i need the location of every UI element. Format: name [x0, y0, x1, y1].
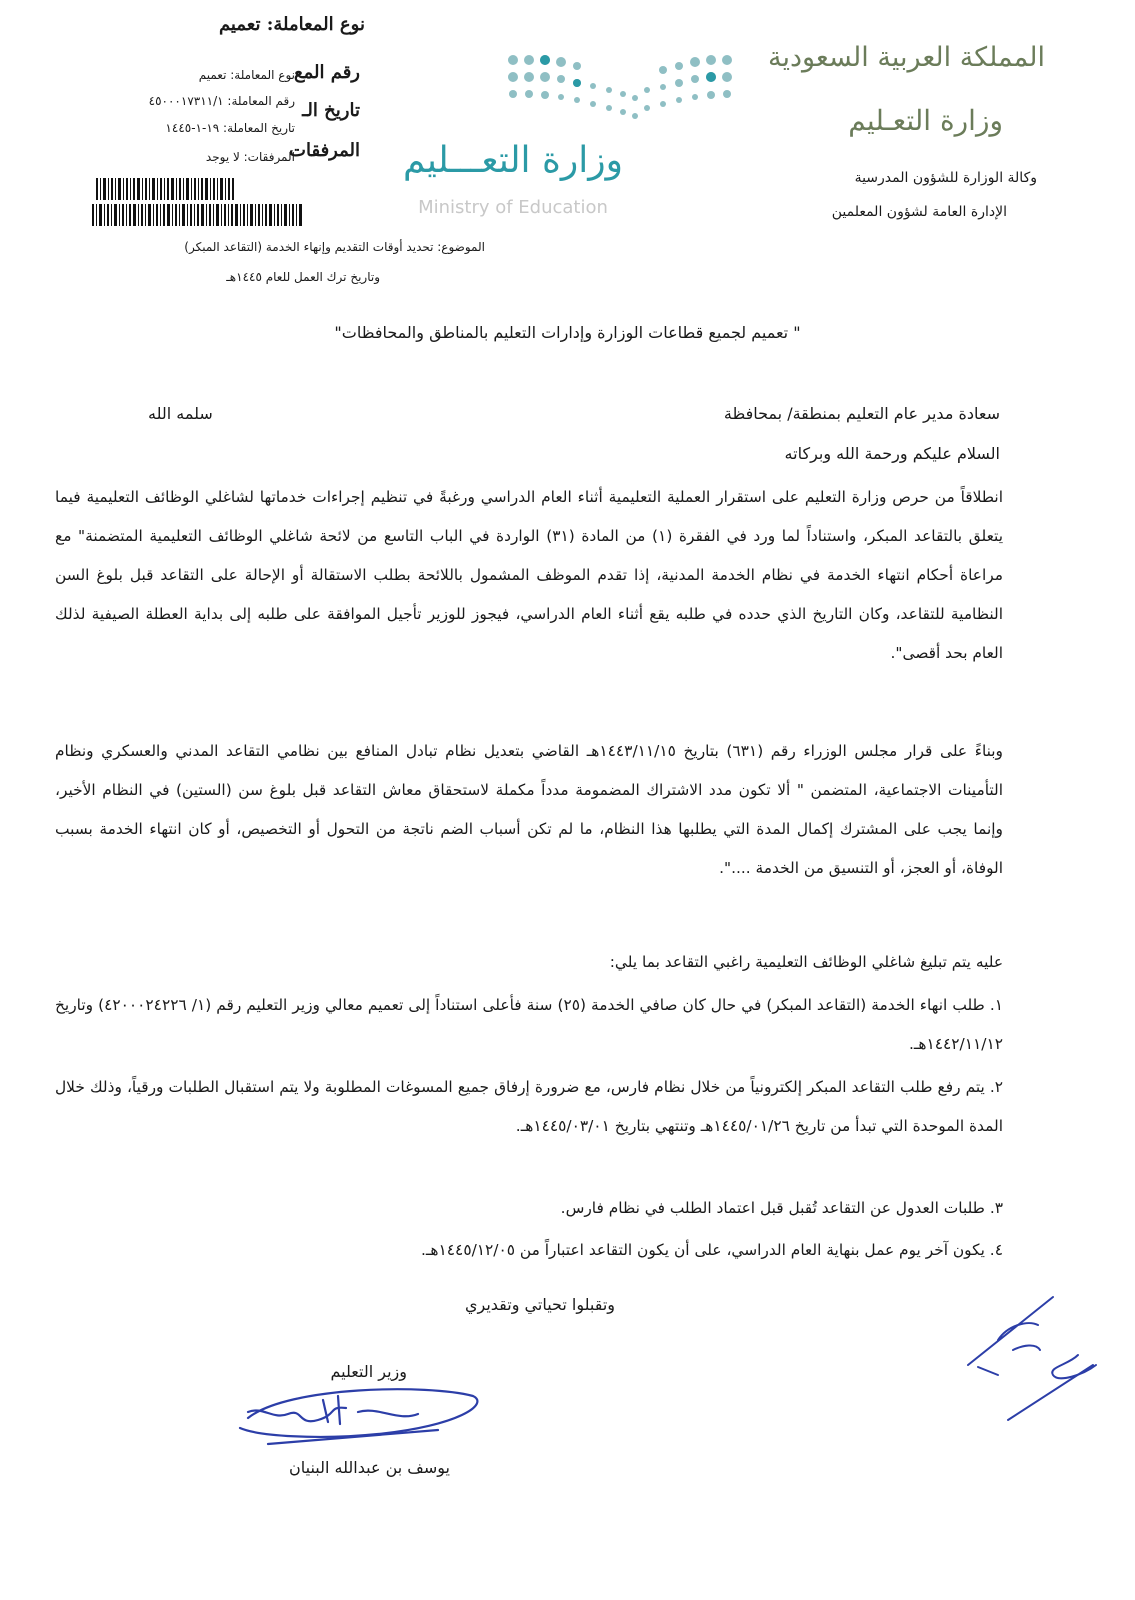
ministry-logo-dots	[505, 50, 735, 125]
transaction-attachments-label: المرفقات	[289, 140, 360, 161]
barcode	[92, 178, 304, 226]
list-item-2: ٢. يتم رفع طلب التقاعد المبكر إلكترونياً من خلال نظام فارس، مع ضرورة إرفاق جميع المسوغات المطلوبة ولا يتم استقبال الطلبات ورقياً، وذلك خلال المدة الموحدة التي تبدأ من تاريخ ١٤٤٥/٠١/٢٦هـ وتنتهي بتاريخ ١٤٤٥/٠٣/٠١هـ.	[55, 1078, 1003, 1135]
signatory-name: يوسف بن عبدالله البنيان	[289, 1458, 450, 1477]
list-item-4: ٤. يكون آخر يوم عمل بنهاية العام الدراسي، على أن يكون التقاعد اعتباراً من ١٤٤٥/١٢/٠٥هـ.	[420, 1241, 1003, 1259]
transaction-number-label: رقم المع	[293, 62, 360, 83]
list-item-3: ٣. طلبات العدول عن التقاعد تُقبل قبل اعتماد الطلب في نظام فارس.	[560, 1199, 1003, 1217]
subject-line: الموضوع: تحديد أوقات التقديم وإنهاء الخدمة (التقاعد المبكر)	[184, 240, 485, 254]
signatory-title: وزير التعليم	[330, 1362, 407, 1381]
transaction-date: تاريخ المعاملة: ١٩-١-١٤٤٥	[165, 121, 295, 135]
agency-name: وكالة الوزارة للشؤون المدرسية	[854, 170, 1037, 186]
transaction-type-small: نوع المعاملة: تعميم	[198, 68, 295, 82]
transaction-type-main: نوع المعاملة: تعميم	[218, 14, 365, 35]
signature-scribble	[228, 1378, 488, 1456]
transaction-attachments: المرفقات: لا يوجد	[205, 150, 295, 164]
salutation-end: سلمه الله	[148, 404, 213, 423]
closing-regards: وتقبلوا تحياتي وتقديري	[464, 1295, 615, 1314]
transaction-number: رقم المعاملة: ٤٥٠٠٠١٧٣١١/١	[148, 94, 295, 108]
directorate-name: الإدارة العامة لشؤون المعلمين	[831, 204, 1007, 220]
addressee: سعادة مدير عام التعليم بمنطقة/ بمحافظة	[723, 404, 1000, 423]
logo-english-wordmark: Ministry of Education	[418, 197, 608, 218]
instructions-intro: عليه يتم تبليغ شاغلي الوظائف التعليمية راغبي التقاعد بما يلي:	[609, 953, 1003, 971]
handwritten-initials	[958, 1295, 1108, 1425]
greeting: السلام عليكم ورحمة الله وبركاته	[784, 444, 1000, 463]
transaction-date-label: تاريخ الـ	[302, 100, 360, 121]
paragraph-1: انطلاقاً من حرص وزارة التعليم على استقرار العملية التعليمية أثناء العام الدراسي ورغبةً في تنظيم إجراءات خدماتها لشاغلي الوظائف التعليمية فيما يتعلق بالتقاعد المبكر، واستناداً لما ورد في الفقرة (١) من المادة (٣١) الواردة في الباب التاسع من لائحة شاغلي الوظائف التعليمية المتضمنة" مع مراعاة أحكام انتهاء الخدمة في نظام الخدمة المدنية، إذا تقدم الموظف المشمول باللائحة بطلب الاستقالة أو الإحالة على التقاعد قبل بلوغ السن النظامية للتقاعد، وكان التاريخ الذي حدده في طلبه يقع أثناء العام الدراسي، فيجوز للوزير تأجيل الموافقة على طلبه إلى بداية العطلة الصيفية لذلك العام بحد أقصى".	[55, 488, 1003, 662]
circular-heading: " تعميم لجميع قطاعات الوزارة وإدارات التعليم بالمناطق والمحافظات"	[334, 323, 801, 342]
ministry-name: وزارة التعـليم	[848, 104, 1003, 137]
kingdom-name: المملكة العربية السعودية	[767, 42, 1045, 73]
paragraph-2: وبناءً على قرار مجلس الوزراء رقم (٦٣١) بتاريخ ١٤٤٣/١١/١٥هـ القاضي بتعديل نظام تبادل المنافع بين نظامي التقاعد المدني والعسكري ونظام التأمينات الاجتماعية، المتضمن " ألا تكون مدد الاشتراك المضمومة مدداً مكملة لاستحقاق معاش التقاعد قبل بلوغ سن (الستين) في النظام الأخير، وإنما يجب على المشترك إكمال المدة التي يطلبها هذا النظام، ما لم تكن أسباب الضم ناتجة من التحول أو التخصيص، أو كان انتهاء الخدمة بسبب الوفاة، أو العجز، أو التنسيق من الخدمة ....".	[55, 742, 1003, 877]
list-item-1: ١. طلب انهاء الخدمة (التقاعد المبكر) في حال كان صافي الخدمة (٢٥) سنة فأعلى استناداً إلى تعميم معالي وزير التعليم رقم (١/ ٤٢٠٠٠٢٤٢٢٦) وتاريخ ١٤٤٢/١١/١٢هـ.	[55, 996, 1003, 1053]
logo-arabic-wordmark: وزارة التعـــليم	[402, 140, 624, 181]
subject-line-continued: وتاريخ ترك العمل للعام ١٤٤٥هـ	[226, 270, 380, 284]
